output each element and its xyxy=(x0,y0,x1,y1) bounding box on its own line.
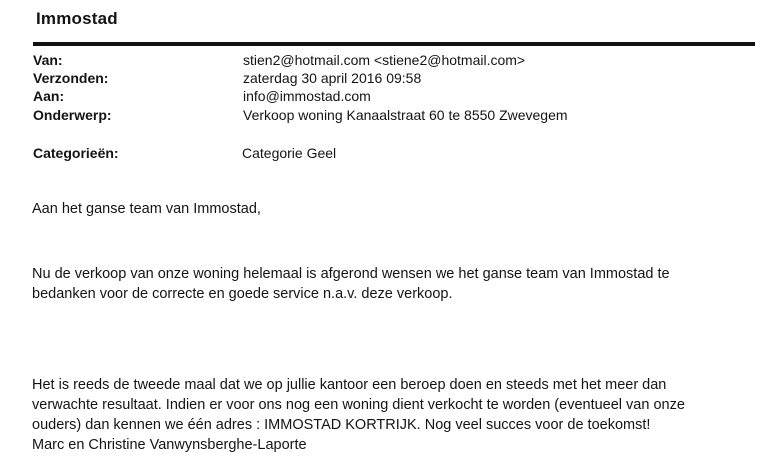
paragraph-line: ouders) dan kennen we één adres : IMMOSTAD KORTRIJK. Nog veel succes voor de toekomst! xyxy=(32,417,651,433)
categories-label: Categorieën: xyxy=(33,145,119,161)
subject-row xyxy=(33,107,753,125)
sent-row xyxy=(33,70,753,88)
paragraph-closing xyxy=(32,375,685,455)
sent-label: Verzonden: xyxy=(33,70,109,86)
to-value: info@immostad.com xyxy=(243,88,371,104)
paragraph-line: Het is reeds de tweede maal dat we op jullie kantoor een beroep doen en steeds met het meer dan xyxy=(32,377,667,393)
categories-row xyxy=(33,145,753,163)
subject-value: Verkoop woning Kanaalstraat 60 te 8550 Zwevegem xyxy=(243,107,568,123)
paragraph-line: bedanken voor de correcte en goede service n.a.v. deze verkoop. xyxy=(32,286,453,302)
from-value: stien2@hotmail.com <stiene2@hotmail.com> xyxy=(243,52,526,68)
signature: Marc en Christine Vanwynsberghe-Laporte xyxy=(32,437,307,453)
paragraph-thanks xyxy=(32,264,670,304)
sent-value: zaterdag 30 april 2016 09:58 xyxy=(243,70,422,86)
from-label: Van: xyxy=(33,52,63,68)
header-divider xyxy=(33,42,755,46)
categories-value: Categorie Geel xyxy=(242,145,337,161)
from-row xyxy=(33,52,753,70)
to-label: Aan: xyxy=(33,88,65,104)
subject-label: Onderwerp: xyxy=(33,107,112,123)
to-row xyxy=(33,88,753,106)
paragraph-line: verwachte resultaat. Indien er voor ons nog een woning dient verkocht te worden (eventueel van onze xyxy=(32,397,685,413)
paragraph-line: Nu de verkoop van onze woning helemaal is afgerond wensen we het ganse team van Immostad te xyxy=(32,266,670,282)
greeting: Aan het ganse team van Immostad, xyxy=(32,201,261,217)
organization-title: Immostad xyxy=(36,9,118,28)
